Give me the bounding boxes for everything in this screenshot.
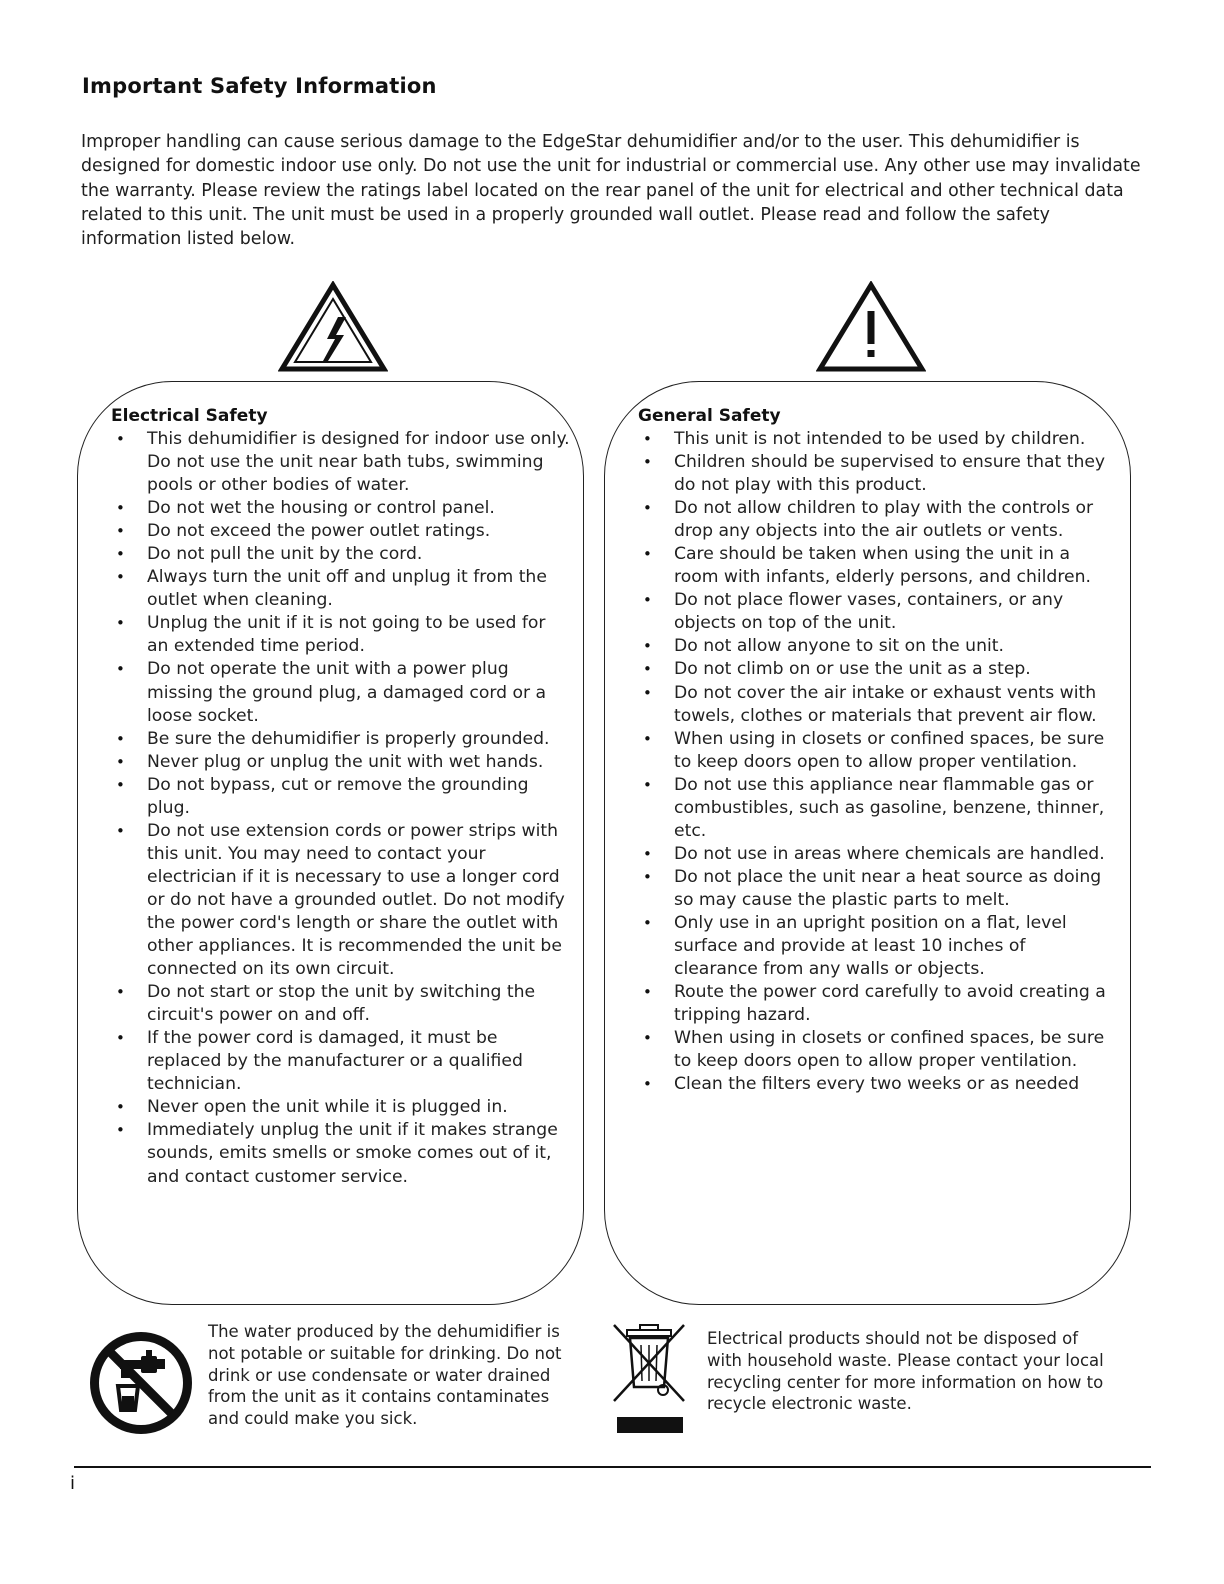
electrical-hazard-icon [278,281,388,373]
list-item: • Always turn the unit off and unplug it from the outlet when cleaning. [111,566,571,612]
list-item: • Do not place the unit near a heat source as doing so may cause the plastic parts to melt. [638,866,1113,912]
page-number: i [70,1473,76,1494]
electrical-safety-panel [77,381,584,1305]
water-warning-text: The water produced by the dehumidifier is not potable or suitable for drinking. Do not drink or use condensate or water drained from the unit as it contains contaminates and could make you sick. [208,1322,562,1429]
recycle-notice-text: Electrical products should not be disposed of with household waste. Please contact your local recycling center for more information on how to recycle electronic waste. [707,1329,1104,1414]
list-item: • Care should be taken when using the unit in a room with infants, elderly persons, and children. [638,543,1113,589]
general-safety-panel [604,381,1131,1305]
list-item: • Do not exceed the power outlet ratings. [111,520,571,543]
list-item: • Never plug or unplug the unit with wet hands. [111,751,571,774]
list-item: • Children should be supervised to ensure that they do not play with this product. [638,451,1113,497]
list-item: • Do not place flower vases, containers, or any objects on top of the unit. [638,589,1113,635]
list-item: • This dehumidifier is designed for indoor use only. Do not use the unit near bath tubs, swimming pools or other bodies of water. [111,428,571,497]
list-item: • Do not allow children to play with the controls or drop any objects into the air outlets or vents. [638,497,1113,543]
list-item: • Do not allow anyone to sit on the unit. [638,635,1113,658]
list-item: • Unplug the unit if it is not going to be used for an extended time period. [111,612,571,658]
crossed-out-wheelie-bin-icon [610,1321,690,1435]
list-item: • Do not cover the air intake or exhaust vents with towels, clothes or materials that prevent air flow. [638,682,1113,728]
electrical-safety-list [111,428,571,1189]
electrical-safety-title: Electrical Safety [111,406,268,426]
footer-divider [74,1466,1151,1468]
list-item: • When using in closets or confined spaces, be sure to keep doors open to allow proper ventilation. [638,728,1113,774]
list-item: • Route the power cord carefully to avoid creating a tripping hazard. [638,981,1113,1027]
list-item: • Do not pull the unit by the cord. [111,543,571,566]
list-item: • Do not operate the unit with a power plug missing the ground plug, a damaged cord or a loose socket. [111,658,571,727]
list-item: • When using in closets or confined spaces, be sure to keep doors open to allow proper ventilation. [638,1027,1113,1073]
list-item: • Clean the filters every two weeks or as needed [638,1073,1113,1096]
list-item: • If the power cord is damaged, it must be replaced by the manufacturer or a qualified technician. [111,1027,571,1096]
list-item: • Never open the unit while it is plugged in. [111,1096,571,1119]
no-drinking-water-icon [86,1328,196,1438]
general-safety-list [638,428,1113,1096]
list-item: • Do not use extension cords or power strips with this unit. You may need to contact your electrician if it is necessary to use a longer cord or do not have a grounded outlet. Do not modify the power cord's length or share the outlet with other appliances. It is recommended the unit be connected on its own circuit. [111,820,571,981]
list-item: • Do not bypass, cut or remove the grounding plug. [111,774,571,820]
list-item: • Only use in an upright position on a flat, level surface and provide at least 10 inches of clearance from any walls or objects. [638,912,1113,981]
list-item: • Immediately unplug the unit if it makes strange sounds, emits smells or smoke comes out of it, and contact customer service. [111,1119,571,1188]
list-item: • Do not use in areas where chemicals are handled. [638,843,1113,866]
list-item: • Do not start or stop the unit by switching the circuit's power on and off. [111,981,571,1027]
list-item: • Do not climb on or use the unit as a step. [638,658,1113,681]
intro-paragraph: Improper handling can cause serious damage to the EdgeStar dehumidifier and/or to the user. This dehumidifier is designed for domestic indoor use only. Do not use the unit for industrial or commercial use. Any other use may invalidate the warranty. Please review the ratings label located on the rear panel of the unit for electrical and other technical data related to this unit. The unit must be used in a properly grounded wall outlet. Please read and follow the safety information listed below. [81,132,1141,250]
page-title: Important Safety Information [82,74,437,98]
caution-exclamation-icon [816,281,926,373]
general-safety-title: General Safety [638,406,781,426]
list-item: • Do not use this appliance near flammable gas or combustibles, such as gasoline, benzene, thinner, etc. [638,774,1113,843]
list-item: • Be sure the dehumidifier is properly grounded. [111,728,571,751]
list-item: • Do not wet the housing or control panel. [111,497,571,520]
list-item: • This unit is not intended to be used by children. [638,428,1113,451]
